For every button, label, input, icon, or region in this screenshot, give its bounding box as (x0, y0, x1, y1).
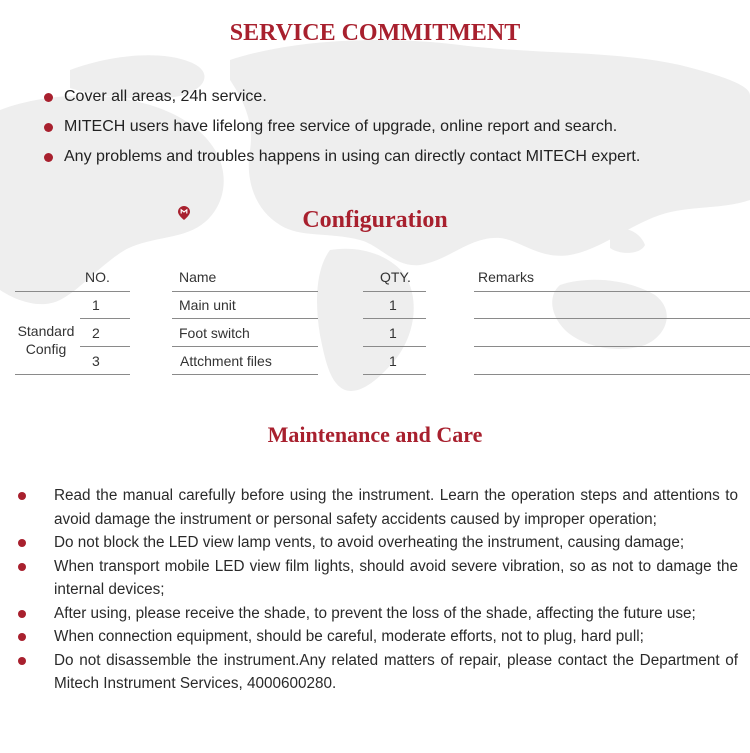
table-cell-no: 3 (92, 353, 100, 369)
table-cell-qty: 1 (389, 325, 397, 341)
table-divider (474, 291, 750, 292)
maintenance-list (14, 484, 738, 696)
column-header-no: NO. (85, 269, 110, 285)
table-divider (363, 318, 426, 319)
table-divider (363, 291, 426, 292)
table-cell-name: Foot switch (179, 325, 250, 341)
list-item (14, 484, 738, 531)
service-commitment-title: SERVICE COMMITMENT (229, 20, 521, 46)
list-item-text: MITECH users have lifelong free service of upgrade, online report and search. (64, 118, 618, 135)
table-divider (474, 318, 750, 319)
list-item-text: Any problems and troubles happens in using can directly contact MITECH expert. (64, 148, 641, 165)
table-cell-qty: 1 (389, 353, 397, 369)
table-divider (80, 346, 130, 347)
table-divider (15, 291, 130, 292)
table-cell-qty: 1 (389, 297, 397, 313)
list-item-text: Read the manual carefully before using the instrument. Learn the operation steps and attentions to avoid damage the instrument or personal safety accidents caused by improper operation; (54, 487, 738, 528)
list-item-text: When transport mobile LED view film lights, should avoid severe vibration, so as not to damage the internal devices; (54, 557, 738, 598)
table-divider (80, 318, 130, 319)
list-item-text: Do not block the LED view lamp vents, to avoid overheating the instrument, causing damage; (54, 534, 685, 551)
table-divider (363, 374, 426, 375)
table-divider (474, 346, 750, 347)
column-header-remarks: Remarks (478, 269, 535, 285)
bullet-dot-icon (18, 610, 26, 618)
table-divider (172, 318, 318, 319)
bullet-dot-icon (18, 563, 26, 571)
table-divider (172, 374, 318, 375)
bullet-dot-icon (18, 633, 26, 641)
column-header-qty: QTY. (380, 269, 411, 285)
list-item-text: After using, please receive the shade, to prevent the loss of the shade, affecting the future use; (54, 604, 696, 622)
list-item-text: Do not disassemble the instrument.Any related matters of repair, please contact the Department of Mitech Instrument Services, 4000600280. (54, 651, 738, 692)
table-cell-name: Attchment files (180, 353, 272, 369)
bullet-dot-icon (18, 657, 26, 665)
table-cell-no: 2 (92, 325, 100, 341)
maintenance-title: Maintenance and Care (267, 422, 483, 447)
table-divider (172, 291, 318, 292)
table-cell-no: 1 (92, 297, 100, 313)
table-divider (474, 374, 750, 375)
list-item (14, 531, 738, 555)
group-label-standard-config: Standard Config (17, 323, 75, 357)
configuration-title: Configuration (302, 207, 448, 233)
column-header-name: Name (179, 269, 217, 285)
table-cell-name: Main unit (179, 297, 236, 313)
list-item (14, 602, 738, 626)
list-item (14, 555, 738, 602)
table-divider (172, 346, 318, 347)
table-divider (15, 374, 130, 375)
bullet-dot-icon (18, 492, 26, 500)
list-item (14, 649, 738, 696)
bullet-dot-icon (18, 539, 26, 547)
list-item-text: Cover all areas, 24h service. (64, 88, 267, 105)
list-item (14, 625, 738, 649)
table-divider (363, 346, 426, 347)
list-item-text: When connection equipment, should be careful, moderate efforts, not to plug, hard pull; (54, 628, 644, 645)
